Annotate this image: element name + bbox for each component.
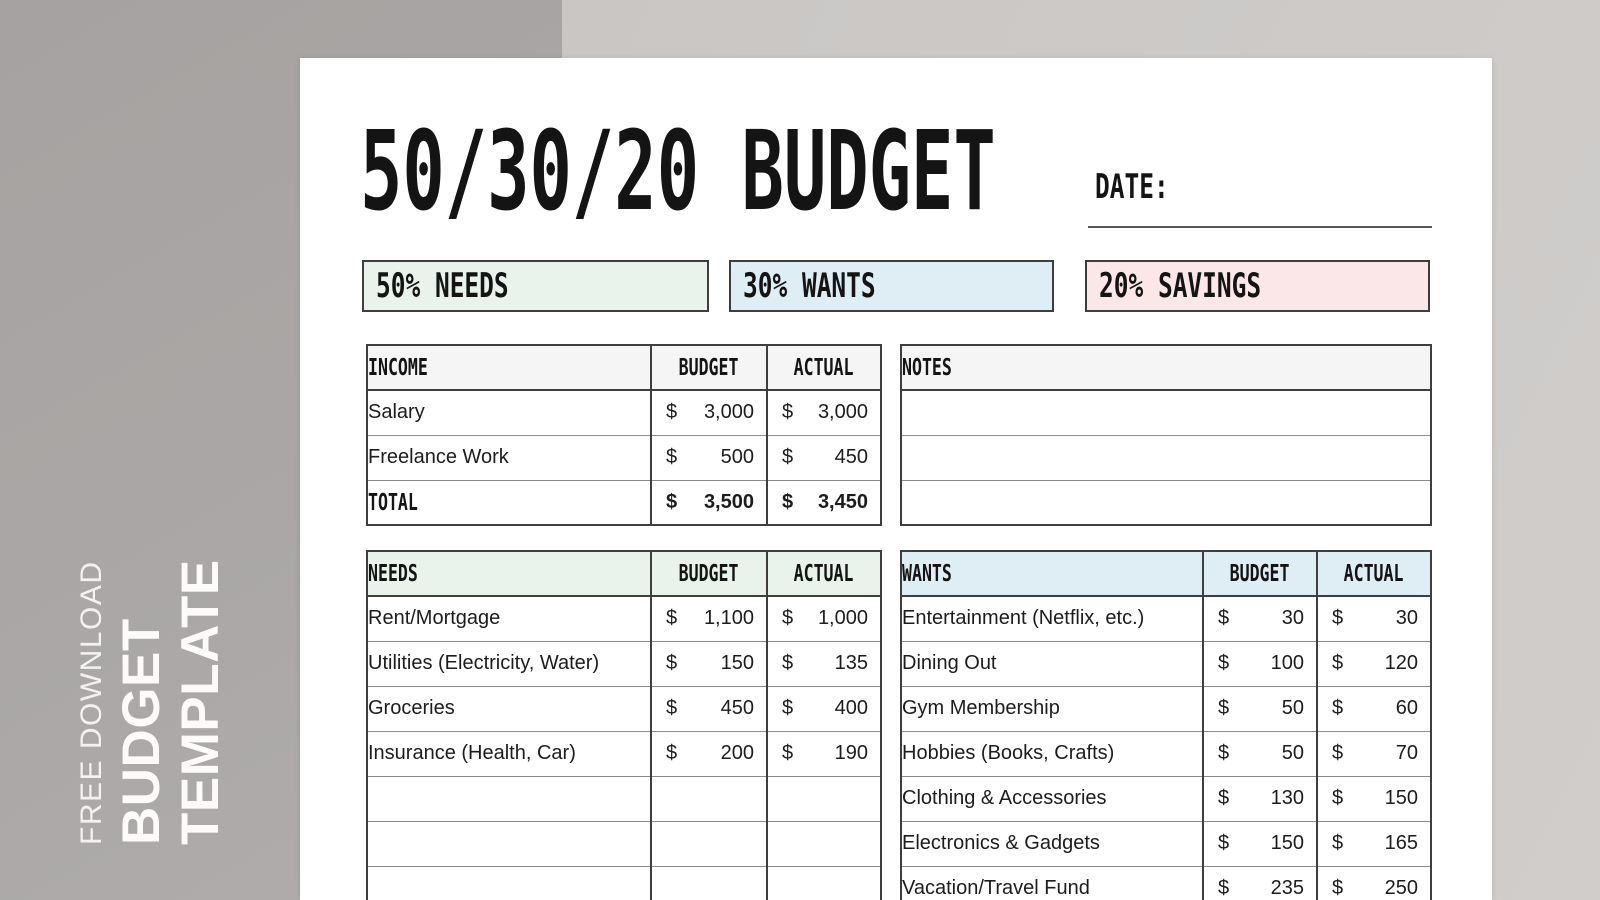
wants-actual-cell [1317, 686, 1431, 731]
amount: 250 [1384, 876, 1418, 899]
currency-symbol: $ [666, 401, 678, 424]
wants-row-label: Vacation/Travel Fund [901, 866, 1203, 900]
needs-row-label: Rent/Mortgage [367, 596, 651, 641]
currency-symbol: $ [782, 652, 794, 674]
currency-symbol: $ [782, 490, 794, 513]
amount: 450 [720, 697, 754, 719]
currency-symbol: $ [666, 742, 678, 764]
wants-table [900, 550, 1432, 900]
wants-row-label: Electronics & Gadgets [901, 821, 1203, 866]
currency-symbol: $ [1218, 742, 1230, 764]
income-table [366, 344, 882, 526]
blank-cell[interactable] [651, 776, 767, 821]
income-header-actual: ACTUAL [767, 345, 881, 390]
amount: 70 [1395, 742, 1418, 764]
amount: 30 [1395, 607, 1418, 630]
currency-symbol: $ [1332, 652, 1344, 674]
amount: 50 [1281, 742, 1304, 764]
needs-actual-cell [767, 686, 881, 731]
notes-header: NOTES [901, 345, 1431, 390]
currency-symbol: $ [1332, 787, 1344, 809]
blank-cell[interactable] [367, 821, 651, 866]
blank-cell[interactable] [651, 821, 767, 866]
wants-actual-cell [1317, 596, 1431, 641]
date-blank-field[interactable] [1088, 226, 1432, 228]
blank-cell[interactable] [367, 776, 651, 821]
currency-symbol: $ [782, 446, 794, 468]
table-row [367, 641, 881, 686]
currency-symbol: $ [1332, 876, 1344, 899]
amount: 190 [834, 742, 868, 764]
income-header-row [367, 345, 881, 390]
currency-symbol: $ [782, 401, 794, 424]
wants-row-label: Entertainment (Netflix, etc.) [901, 596, 1203, 641]
currency-symbol: $ [666, 490, 678, 513]
badge-30-wants: 30% WANTS [729, 260, 1054, 312]
currency-symbol: $ [1332, 607, 1344, 630]
amount: 100 [1270, 652, 1304, 674]
notes-blank-cell[interactable] [901, 435, 1431, 480]
notes-row [901, 435, 1431, 480]
wants-row-label: Gym Membership [901, 686, 1203, 731]
ribbon-budget-template-text: BUDGET TEMPLATE [112, 559, 230, 845]
needs-header-actual: ACTUAL [767, 551, 881, 596]
currency-symbol: $ [1332, 832, 1344, 854]
amount: 1,000 [817, 607, 868, 630]
table-row [901, 596, 1431, 641]
wants-actual-cell [1317, 821, 1431, 866]
amount: 3,000 [817, 401, 868, 424]
needs-budget-cell [651, 596, 767, 641]
amount: 135 [834, 652, 868, 674]
blank-cell[interactable] [767, 866, 881, 900]
notes-row [901, 480, 1431, 525]
date-label: DATE: [1095, 167, 1169, 207]
budget-sheet [300, 58, 1492, 900]
wants-budget-cell [1203, 866, 1317, 900]
sidebar-ribbon [74, 365, 230, 845]
empty-row [367, 776, 881, 821]
currency-symbol: $ [666, 446, 678, 468]
empty-row [367, 866, 881, 900]
needs-header-budget: BUDGET [651, 551, 767, 596]
table-row [367, 731, 881, 776]
amount: 400 [834, 697, 868, 719]
table-row [901, 641, 1431, 686]
amount: 165 [1384, 832, 1418, 854]
income-budget-cell [651, 390, 767, 435]
table-row [367, 596, 881, 641]
page-title: 50/30/20 BUDGET [360, 107, 996, 235]
wants-budget-cell [1203, 641, 1317, 686]
currency-symbol: $ [1218, 787, 1230, 809]
amount: 120 [1384, 652, 1418, 674]
amount: 3,500 [703, 490, 754, 513]
currency-symbol: $ [1218, 832, 1230, 854]
wants-budget-cell [1203, 776, 1317, 821]
table-row [901, 731, 1431, 776]
table-row [901, 776, 1431, 821]
table-row [901, 866, 1431, 900]
currency-symbol: $ [782, 742, 794, 764]
badge-20-savings: 20% SAVINGS [1085, 260, 1430, 312]
needs-budget-cell [651, 686, 767, 731]
amount: 3,000 [703, 401, 754, 424]
notes-blank-cell[interactable] [901, 480, 1431, 525]
amount: 30 [1281, 607, 1304, 630]
currency-symbol: $ [666, 607, 678, 630]
wants-actual-cell [1317, 866, 1431, 900]
blank-cell[interactable] [651, 866, 767, 900]
currency-symbol: $ [1218, 652, 1230, 674]
needs-budget-cell [651, 641, 767, 686]
amount: 200 [720, 742, 754, 764]
currency-symbol: $ [1218, 607, 1230, 630]
amount: 150 [1384, 787, 1418, 809]
currency-symbol: $ [1332, 697, 1344, 719]
needs-row-label: Insurance (Health, Car) [367, 731, 651, 776]
needs-header-row [367, 551, 881, 596]
blank-cell[interactable] [367, 866, 651, 900]
notes-row [901, 390, 1431, 435]
income-actual-cell [767, 435, 881, 480]
amount: 50 [1281, 697, 1304, 719]
amount: 500 [720, 446, 754, 468]
wants-budget-cell [1203, 596, 1317, 641]
table-row [367, 390, 881, 435]
income-row-label: Freelance Work [367, 435, 651, 480]
wants-row-label: Clothing & Accessories [901, 776, 1203, 821]
amount: 130 [1270, 787, 1304, 809]
wants-actual-cell [1317, 776, 1431, 821]
notes-table [900, 344, 1432, 526]
income-budget-cell [651, 435, 767, 480]
needs-actual-cell [767, 731, 881, 776]
needs-actual-cell [767, 641, 881, 686]
wants-budget-cell [1203, 686, 1317, 731]
income-total-actual-cell [767, 480, 881, 525]
needs-actual-cell [767, 596, 881, 641]
amount: 150 [720, 652, 754, 674]
wants-header-actual: ACTUAL [1317, 551, 1431, 596]
amount: 450 [834, 446, 868, 468]
amount: 150 [1270, 832, 1304, 854]
amount: 1,100 [703, 607, 754, 630]
income-header-budget: BUDGET [651, 345, 767, 390]
needs-budget-cell [651, 731, 767, 776]
wants-header-row [901, 551, 1431, 596]
notes-header-row [901, 345, 1431, 390]
wants-budget-cell [1203, 821, 1317, 866]
table-row [367, 686, 881, 731]
currency-symbol: $ [782, 697, 794, 719]
currency-symbol: $ [666, 697, 678, 719]
income-total-label: TOTAL [367, 480, 651, 525]
wants-row-label: Dining Out [901, 641, 1203, 686]
currency-symbol: $ [1332, 742, 1344, 764]
currency-symbol: $ [1218, 697, 1230, 719]
wants-actual-cell [1317, 731, 1431, 776]
income-row-label: Salary [367, 390, 651, 435]
wants-budget-cell [1203, 731, 1317, 776]
table-row [901, 821, 1431, 866]
needs-table [366, 550, 882, 900]
table-row [901, 686, 1431, 731]
needs-row-label: Groceries [367, 686, 651, 731]
currency-symbol: $ [1218, 876, 1230, 899]
ribbon-free-download-text: FREE DOWNLOAD [74, 560, 108, 845]
amount: 235 [1270, 876, 1304, 899]
table-row [367, 435, 881, 480]
income-total-row [367, 480, 881, 525]
blank-cell[interactable] [767, 821, 881, 866]
notes-blank-cell[interactable] [901, 390, 1431, 435]
wants-header-name: WANTS [901, 551, 1203, 596]
amount: 60 [1395, 697, 1418, 719]
income-header-name: INCOME [367, 345, 651, 390]
empty-row [367, 821, 881, 866]
currency-symbol: $ [782, 607, 794, 630]
wants-actual-cell [1317, 641, 1431, 686]
needs-header-name: NEEDS [367, 551, 651, 596]
amount: 3,450 [817, 490, 868, 513]
wants-header-budget: BUDGET [1203, 551, 1317, 596]
currency-symbol: $ [666, 652, 678, 674]
badge-50-needs: 50% NEEDS [362, 260, 709, 312]
wants-row-label: Hobbies (Books, Crafts) [901, 731, 1203, 776]
blank-cell[interactable] [767, 776, 881, 821]
income-actual-cell [767, 390, 881, 435]
needs-row-label: Utilities (Electricity, Water) [367, 641, 651, 686]
income-total-budget-cell [651, 480, 767, 525]
